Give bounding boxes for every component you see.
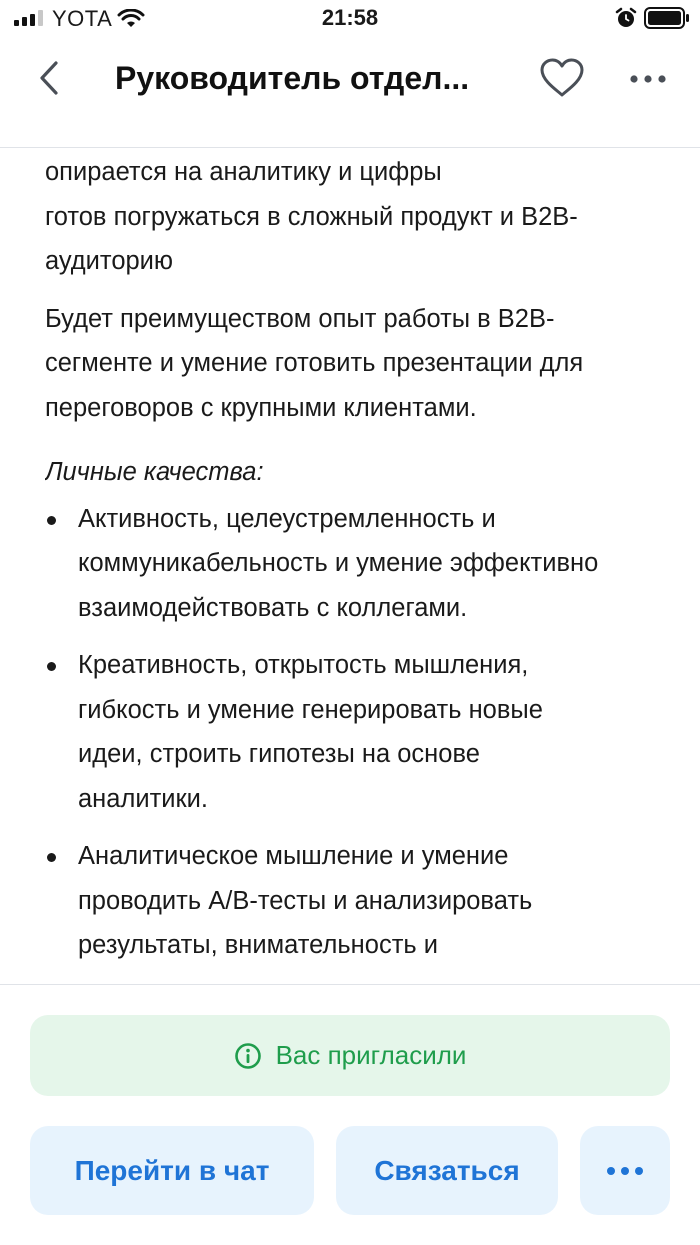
- requirements-paragraph: [45, 150, 665, 284]
- app-header: [0, 40, 700, 148]
- text-line: гибкость и умение генерировать новые: [78, 695, 543, 724]
- text-line: идеи, строить гипотезы на основе: [78, 740, 480, 768]
- contact-button[interactable]: Связаться: [336, 1126, 558, 1215]
- text-line: готов погружаться в сложный продукт и B2B-: [45, 202, 578, 231]
- text-line: аудиторию: [45, 247, 174, 275]
- text-line: коммуникабельность и умение эффективно: [78, 549, 599, 577]
- text-line: сегменте и умение готовить презентации для: [45, 349, 584, 377]
- status-time: 21:58: [321, 5, 379, 30]
- invite-status-text: Вас пригласили: [275, 1040, 467, 1070]
- text-line: аналитики.: [78, 784, 208, 813]
- vacancy-description: [45, 150, 665, 984]
- text-line: опирается на аналитику и цифры: [45, 158, 442, 186]
- more-horizontal-icon: [626, 64, 670, 94]
- list-item: [45, 643, 665, 821]
- advantage-paragraph: [45, 297, 665, 431]
- carrier-name: YOTA: [52, 6, 113, 31]
- text-line: Аналитическое мышление и умение: [78, 842, 509, 870]
- list-item: [45, 834, 665, 968]
- favorite-button[interactable]: [538, 56, 586, 100]
- list-item: [45, 497, 665, 631]
- info-circle-icon: [234, 1042, 262, 1070]
- more-options-button[interactable]: [626, 64, 670, 94]
- battery-icon: [644, 7, 690, 29]
- text-line: взаимодействовать с коллегами.: [78, 593, 468, 622]
- text-line: проводить A/B-тесты и анализировать: [78, 886, 533, 915]
- invite-status-banner: [30, 1015, 670, 1096]
- page-title: Руководитель отдел...: [115, 60, 470, 96]
- text-line: результаты, внимательность и: [78, 931, 438, 959]
- more-horizontal-icon: [607, 1167, 643, 1175]
- back-button[interactable]: [30, 58, 70, 98]
- chevron-left-icon: [42, 63, 56, 93]
- personal-qualities-heading: Личные качества:: [45, 458, 264, 486]
- text-line: переговоров с крупными клиентами.: [45, 393, 477, 422]
- go-to-chat-button[interactable]: Перейти в чат: [30, 1126, 314, 1215]
- status-bar: [0, 0, 700, 40]
- text-line: Активность, целеустремленность и: [78, 504, 496, 533]
- bottom-action-bar: [0, 984, 700, 1245]
- heart-outline-icon: [542, 60, 582, 95]
- text-line: Креативность, открытость мышления,: [78, 651, 529, 679]
- text-line: Будет преимуществом опыт работы в B2B-: [45, 304, 555, 333]
- alarm-icon: [614, 6, 638, 30]
- more-actions-button[interactable]: [580, 1126, 670, 1215]
- personal-qualities-list: [45, 497, 665, 968]
